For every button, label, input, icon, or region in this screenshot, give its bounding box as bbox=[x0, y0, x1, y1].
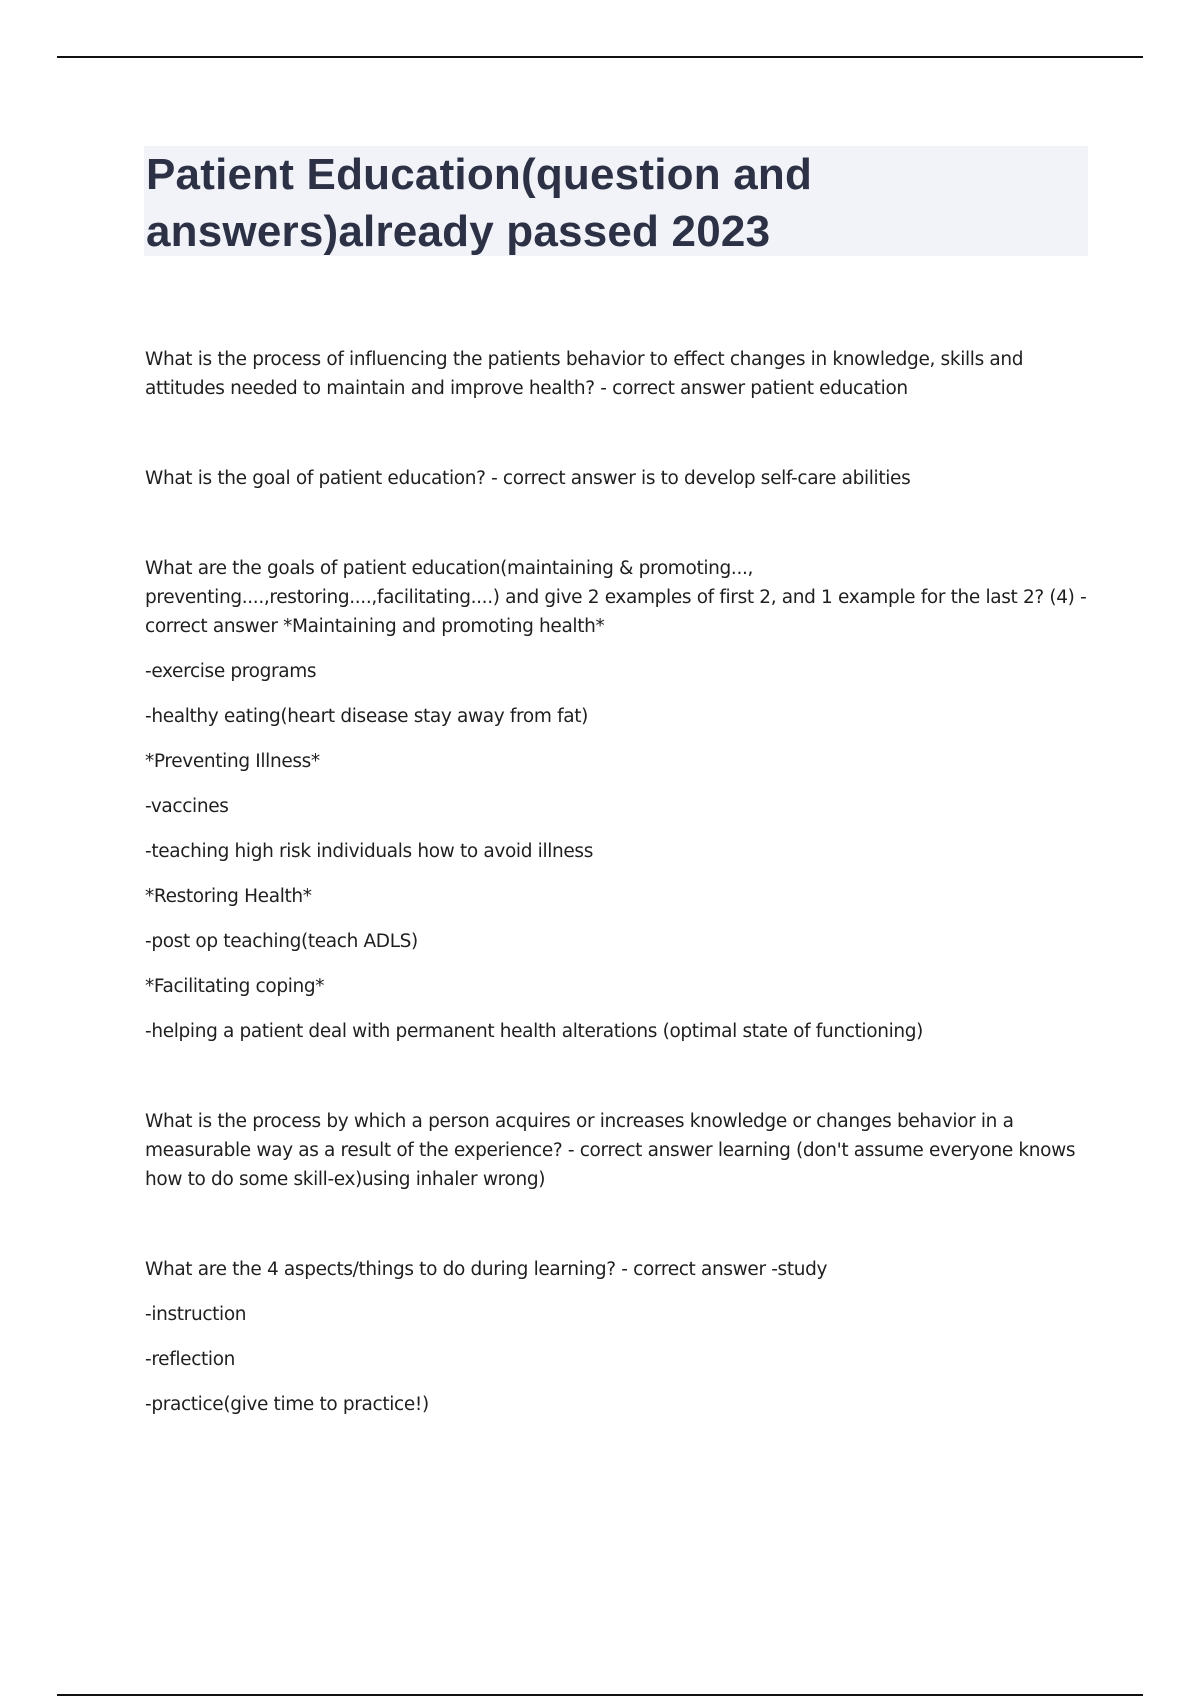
qa-item bbox=[145, 464, 1095, 493]
qa-item bbox=[145, 1107, 1095, 1194]
document-body bbox=[145, 345, 1095, 1419]
answer-line: -teaching high risk individuals how to avoid illness bbox=[145, 841, 594, 862]
qa-item bbox=[145, 554, 1095, 1046]
qa-question: What are the 4 aspects/things to do during learning? - correct answer -study bbox=[145, 1259, 828, 1280]
header-rule bbox=[57, 56, 1143, 58]
answer-line: -healthy eating(heart disease stay away from fat) bbox=[145, 706, 588, 727]
qa-question: What is the process of influencing the patients behavior to effect changes in knowledge, skills and attitudes needed to maintain and improve health? - correct answer patient education bbox=[145, 349, 1024, 399]
answer-line: -instruction bbox=[145, 1304, 247, 1325]
answer-line: -post op teaching(teach ADLS) bbox=[145, 931, 418, 952]
qa-item bbox=[145, 345, 1095, 403]
qa-question: What are the goals of patient education(maintaining & promoting..., preventing....,restoring....,facilitating....) and give 2 examples of first 2, and 1 example for the last 2? (4) - correct answer *Maintaining and promoting health* bbox=[145, 558, 1087, 637]
answer-line: -exercise programs bbox=[145, 661, 317, 682]
qa-question: What is the goal of patient education? - correct answer is to develop self-care abilities bbox=[145, 468, 911, 489]
answer-line: -practice(give time to practice!) bbox=[145, 1394, 429, 1415]
answer-line: -reflection bbox=[145, 1349, 236, 1370]
answer-line: *Facilitating coping* bbox=[145, 976, 325, 997]
answer-line: -vaccines bbox=[145, 796, 229, 817]
answer-line: *Preventing Illness* bbox=[145, 751, 320, 772]
answer-line: -helping a patient deal with permanent health alterations (optimal state of functioning) bbox=[145, 1021, 923, 1042]
qa-item bbox=[145, 1255, 1095, 1419]
document-title: Patient Education(question and answers)already passed 2023 bbox=[146, 150, 813, 256]
qa-question: What is the process by which a person acquires or increases knowledge or changes behavior in a measurable way as a result of the experience? - correct answer learning (don't assume everyone knows how to do some skill-ex)using inhaler wrong) bbox=[145, 1111, 1076, 1190]
footer-rule bbox=[57, 1694, 1143, 1696]
answer-line: *Restoring Health* bbox=[145, 886, 312, 907]
